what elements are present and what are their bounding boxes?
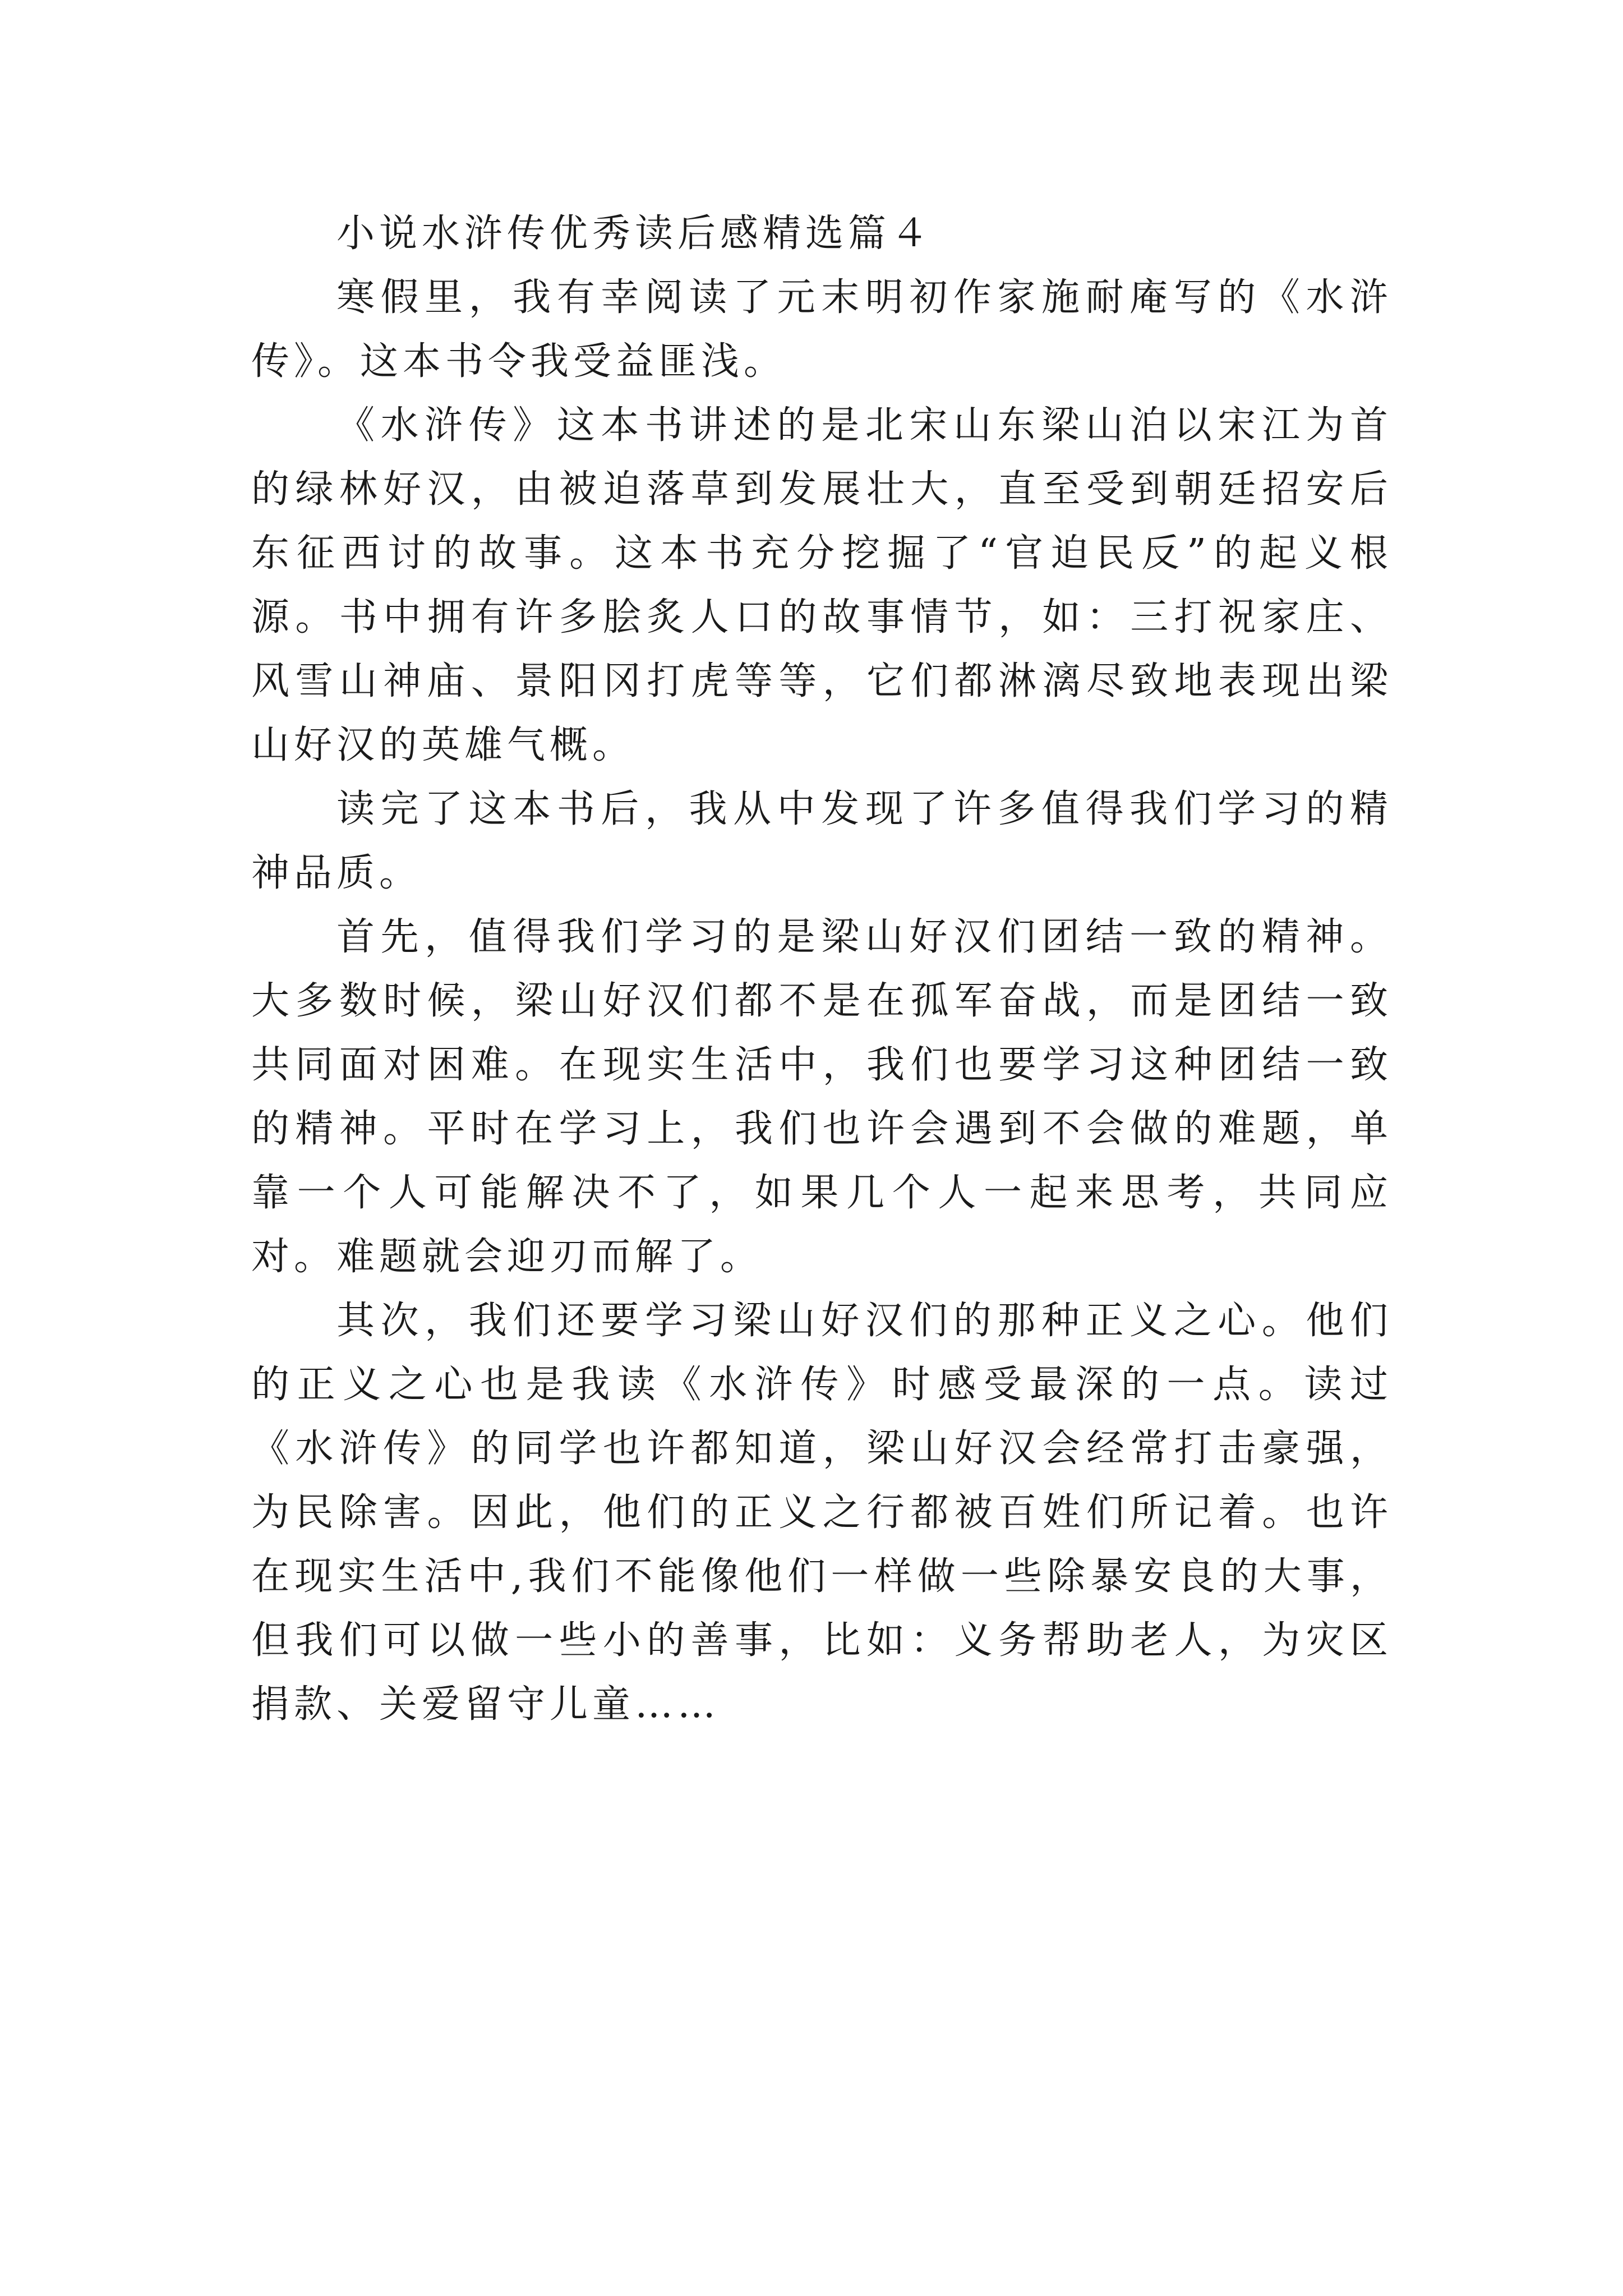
paragraph-2: 《水浒传》这本书讲述的是北宋山东梁山泊以宋江为首的绿林好汉，由被迫落草到发展壮大，直至受到朝廷招安后东征西讨的故事。这本书充分挖掘了“官迫民反”的起义根源。书中拥有许多脍炙人口的故事情节，如：三打祝家庄、风雪山神庙、景阳冈打虎等等，它们都淋漓尽致地表现出梁山好汉的英雄气概。 <box>251 403 1393 767</box>
document-title: 小说水浒传优秀读后感精选篇４ <box>336 211 934 256</box>
paragraph-5: 其次，我们还要学习梁山好汉们的那种正义之心。他们的正义之心也是我读《水浒传》时感受最深的一点。读过《水浒传》的同学也许都知道，梁山好汉会经常打击豪强，为民除害。因此，他们的正义之行都被百姓们所记着。也许在现实生活中,我们不能像他们一样做一些除暴安良的大事，但我们可以做一些小的善事，比如：义务帮助老人，为灾区捐款、关爱留守儿童…… <box>251 1299 1393 1727</box>
paragraph-3: 读完了这本书后，我从中发现了许多值得我们学习的精神品质。 <box>251 787 1393 895</box>
paragraph-4: 首先，值得我们学习的是梁山好汉们团结一致的精神。大多数时候，梁山好汉们都不是在孤军奋战，而是团结一致共同面对困难。在现实生活中，我们也要学习这种团结一致的精神。平时在学习上，我们也许会遇到不会做的难题，单靠一个人可能解决不了，如果几个人一起来思考，共同应对。难题就会迎刃而解了。 <box>251 915 1393 1279</box>
document-body <box>251 202 1393 1737</box>
paragraph-1: 寒假里，我有幸阅读了元末明初作家施耐庵写的《水浒传》。这本书令我受益匪浅。 <box>251 275 1393 384</box>
